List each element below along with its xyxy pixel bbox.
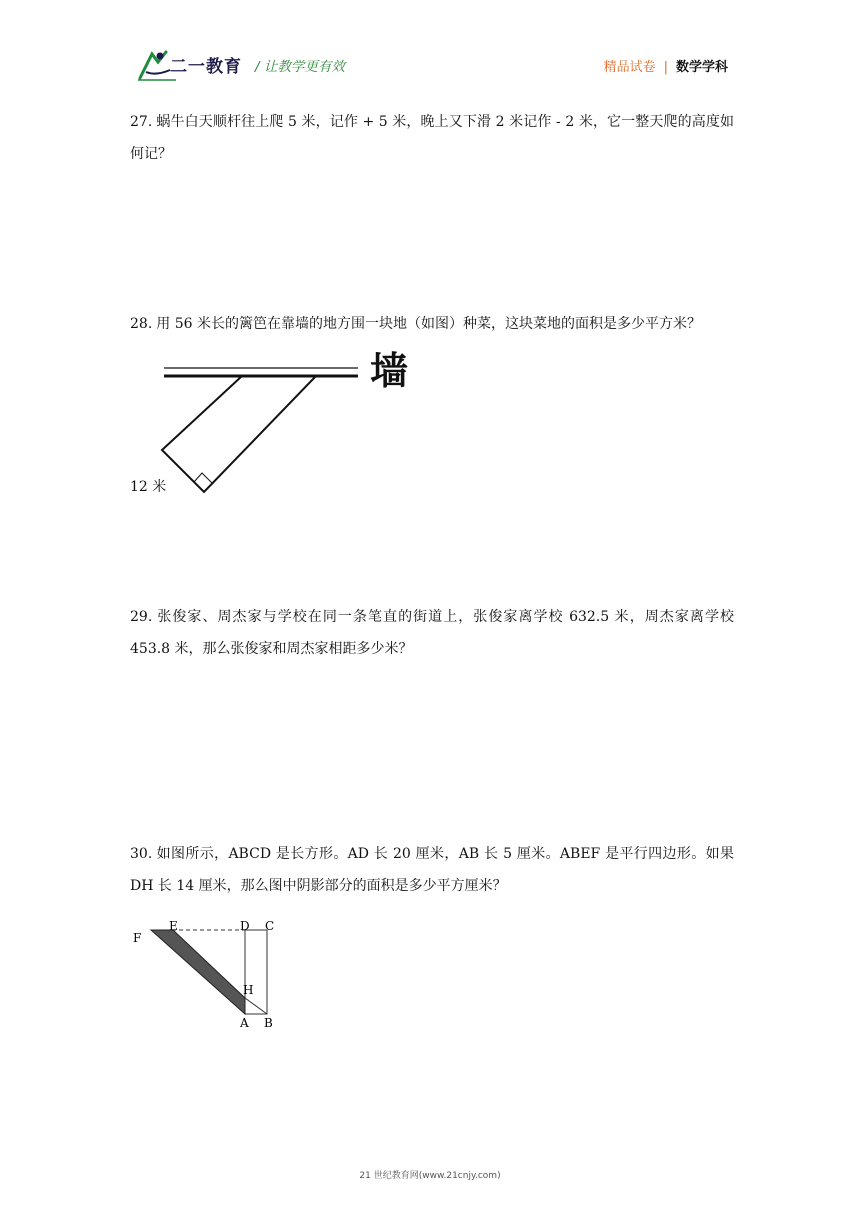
figure-rectangle-parallelogram: [128, 916, 288, 1032]
slogan: / 让教学更有效: [255, 59, 345, 75]
logo-text: 二一教育: [170, 57, 242, 77]
point-label-b: B: [264, 1016, 273, 1030]
question-text: 用 56 米长的篱笆在靠墙的地方围一块地（如图）种菜，这块菜地的面积是多少平方米？: [156, 316, 701, 332]
question-number: 28.: [130, 316, 153, 332]
question-number: 29.: [130, 609, 153, 625]
question-29: [130, 601, 734, 665]
question-27: [130, 106, 734, 170]
question-30: [130, 838, 734, 902]
question-number: 27.: [130, 114, 153, 130]
question-text: 张俊家、周杰家与学校在同一条笔直的街道上，张俊家离学校 632.5 米，周杰家离学校 453.8 米，那么张俊家和周杰家相距多少米？: [130, 609, 734, 657]
subject-label: 数学学科: [675, 60, 728, 75]
point-label-c: C: [265, 919, 275, 933]
question-number: 30.: [130, 846, 153, 862]
question-text: 蜗牛白天顺杆往上爬 5 米，记作 + 5 米，晚上又下滑 2 米记作 - 2 米，它一整天爬的高度如何记？: [130, 114, 734, 162]
side-label: 12 米: [130, 479, 167, 495]
question-text: 如图所示，ABCD 是长方形。AD 长 20 厘米，AB 长 5 厘米。ABEF 是平行四边形。如果 DH 长 14 厘米，那么图中阴影部分的面积是多少平方厘米？: [130, 846, 734, 894]
figure-fence-plot: [126, 344, 426, 504]
wall-label: 墙: [370, 348, 409, 393]
question-28: [130, 308, 734, 340]
point-label-a: A: [240, 1016, 249, 1030]
point-label-d: D: [240, 919, 250, 933]
point-label-f: F: [133, 931, 142, 945]
header-right: [604, 56, 728, 75]
point-label-e: E: [169, 919, 178, 933]
point-label-h: H: [243, 983, 254, 997]
header-separator: |: [663, 60, 668, 75]
page-footer: 21 世纪教育网(www.21cnjy.com): [359, 1171, 501, 1181]
paper-label: 精品试卷: [603, 60, 656, 75]
page-header: [0, 0, 860, 90]
